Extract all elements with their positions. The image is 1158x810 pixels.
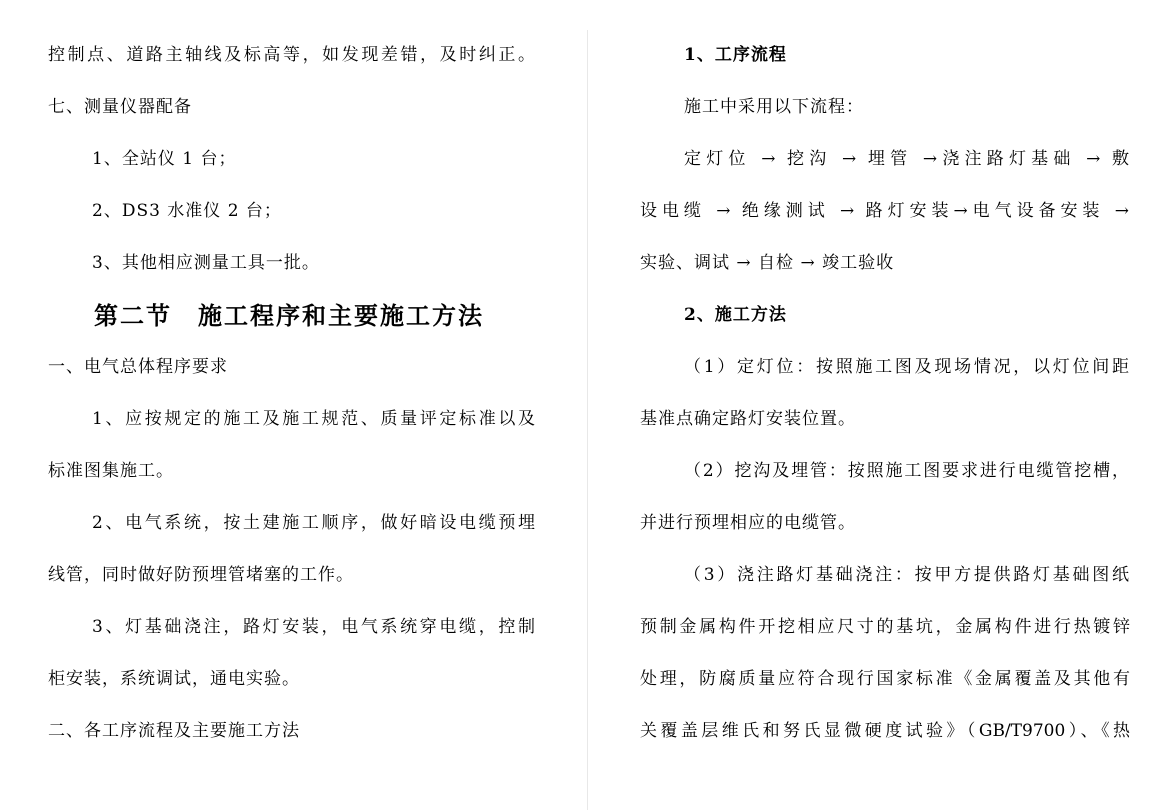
paragraph-line: （2）挖沟及埋管：按照施工图要求进行电缆管挖槽，	[684, 461, 1130, 481]
paragraph-line: 线管，同时做好防预埋管堵塞的工作。	[48, 565, 354, 585]
paragraph-line: 柜安装，系统调试，通电实验。	[48, 669, 300, 689]
paragraph-line: 基准点确定路灯安装位置。	[640, 409, 856, 429]
paragraph-line: 标准图集施工。	[48, 461, 174, 481]
paragraph-line: 3、灯基础浇注，路灯安装，电气系统穿电缆，控制	[92, 617, 536, 637]
chapter-section-title: 第二节 施工程序和主要施工方法	[94, 301, 484, 330]
list-item: 1、全站仪 1 台；	[92, 149, 237, 169]
list-item: 3、其他相应测量工具一批。	[92, 253, 320, 273]
paragraph-line: 处理，防腐质量应符合现行国家标准《金属覆盖及其他有	[640, 669, 1130, 689]
paragraph-line: 施工中采用以下流程：	[684, 97, 864, 117]
text-line: 控制点、道路主轴线及标高等，如发现差错，及时纠正。	[48, 45, 536, 65]
subheading-process-flow: 1、工序流程	[684, 45, 787, 65]
paragraph-line: 1、应按规定的施工及施工规范、质量评定标准以及	[92, 409, 536, 429]
right-page	[579, 0, 1158, 810]
section-heading-measuring-instruments: 七、测量仪器配备	[48, 97, 192, 117]
paragraph-line: 并进行预埋相应的电缆管。	[640, 513, 856, 533]
flow-line: 实验、调试 → 自检 → 竣工验收	[640, 253, 895, 273]
paragraph-line: 预制金属构件开挖相应尺寸的基坑，金属构件进行热镀锌	[640, 617, 1130, 637]
paragraph-line: 关覆盖层维氏和努氏显微硬度试验》（GB/T9700）、《热	[640, 721, 1130, 741]
paragraph-line: 2、电气系统，按土建施工顺序，做好暗设电缆预埋	[92, 513, 536, 533]
flow-line: 设电缆 → 绝缘测试 → 路灯安装→电气设备安装 →	[640, 201, 1130, 221]
section-heading-process-flow: 二、各工序流程及主要施工方法	[48, 721, 300, 741]
paragraph-line: （3）浇注路灯基础浇注：按甲方提供路灯基础图纸	[684, 565, 1130, 585]
list-item: 2、DS3 水准仪 2 台；	[92, 201, 282, 221]
flow-line: 定灯位 → 挖沟 → 埋管 →浇注路灯基础 → 敷	[684, 149, 1130, 169]
subheading-construction-method: 2、施工方法	[684, 305, 787, 325]
section-heading-electrical-procedure: 一、电气总体程序要求	[48, 357, 228, 377]
paragraph-line: （1）定灯位：按照施工图及现场情况，以灯位间距	[684, 357, 1130, 377]
